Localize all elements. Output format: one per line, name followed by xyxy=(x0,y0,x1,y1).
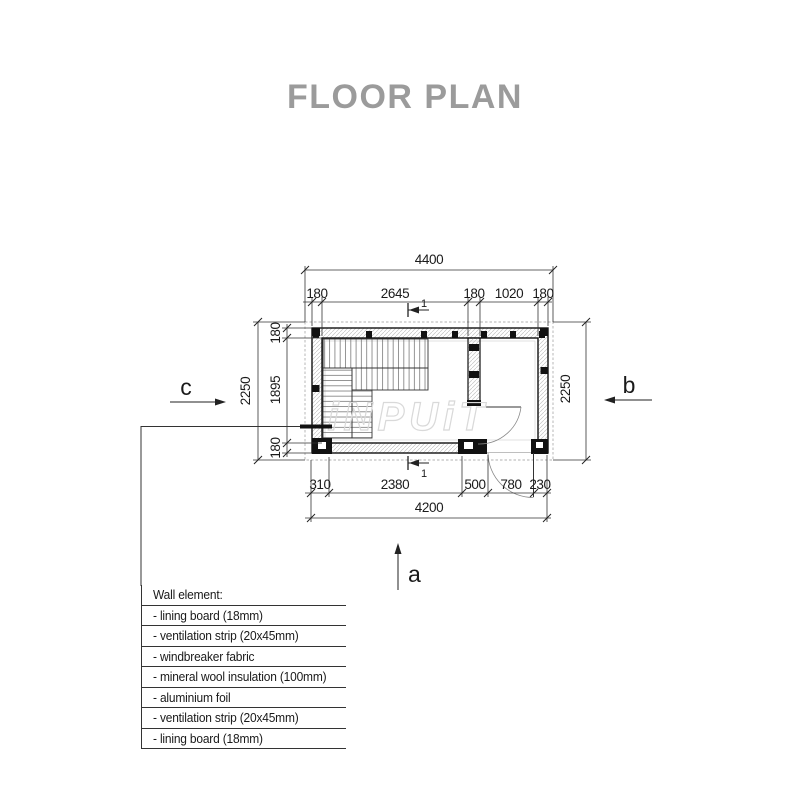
legend-header-row xyxy=(142,585,346,606)
legend-item xyxy=(142,647,346,668)
legend-item-text: - lining board (18mm) xyxy=(153,730,263,746)
dim-label: 180 xyxy=(268,437,283,459)
wall-element-legend xyxy=(141,585,346,749)
legend-header: Wall element: xyxy=(153,587,223,603)
legend-leader xyxy=(141,427,332,587)
legend-item-text: - ventilation strip (20x45mm) xyxy=(153,710,299,726)
bench-top xyxy=(323,339,428,368)
dim-label: 500 xyxy=(464,477,486,492)
legend-item xyxy=(142,688,346,709)
cut-label: 1 xyxy=(420,468,428,480)
legend-item xyxy=(142,729,346,750)
dim-top-total: 4400 xyxy=(414,252,444,267)
legend-item xyxy=(142,626,346,647)
dim-label: 180 xyxy=(306,286,328,301)
cut-label: 1 xyxy=(420,298,428,310)
dim-label: 2645 xyxy=(380,286,410,301)
legend-item-text: - lining board (18mm) xyxy=(153,607,263,623)
section-letter-c: c xyxy=(180,374,192,400)
dim-label: 180 xyxy=(532,286,554,301)
legend-item xyxy=(142,606,346,627)
legend-item-text: - windbreaker fabric xyxy=(153,648,255,664)
legend-item-text: - mineral wool insulation (100mm) xyxy=(153,669,327,685)
watermark-logo: iNPUiT xyxy=(327,395,489,439)
dim-right-total: 2250 xyxy=(558,374,573,404)
legend-item xyxy=(142,708,346,729)
dim-label: 230 xyxy=(529,477,551,492)
section-marker-b xyxy=(604,372,652,404)
page-title: FLOOR PLAN xyxy=(287,78,523,116)
section-letter-a: a xyxy=(408,561,421,587)
legend-item xyxy=(142,667,346,688)
section-marker-a xyxy=(395,543,422,590)
dim-label: 310 xyxy=(309,477,331,492)
dim-left-total: 2250 xyxy=(238,376,253,406)
dim-label: 180 xyxy=(463,286,485,301)
section-marker-c xyxy=(170,374,226,406)
dim-label: 1895 xyxy=(268,375,283,405)
bench-middle xyxy=(352,368,428,390)
dim-label: 2380 xyxy=(380,477,410,492)
dim-label: 1020 xyxy=(494,286,524,301)
dim-bottom-total: 4200 xyxy=(414,500,444,515)
section-letter-b: b xyxy=(622,372,636,398)
section-cut-top xyxy=(408,298,429,317)
dim-label: 780 xyxy=(500,477,522,492)
dim-label: 180 xyxy=(268,322,283,344)
legend-item-text: - ventilation strip (20x45mm) xyxy=(153,628,299,644)
legend-item-text: - aluminium foil xyxy=(153,689,231,705)
